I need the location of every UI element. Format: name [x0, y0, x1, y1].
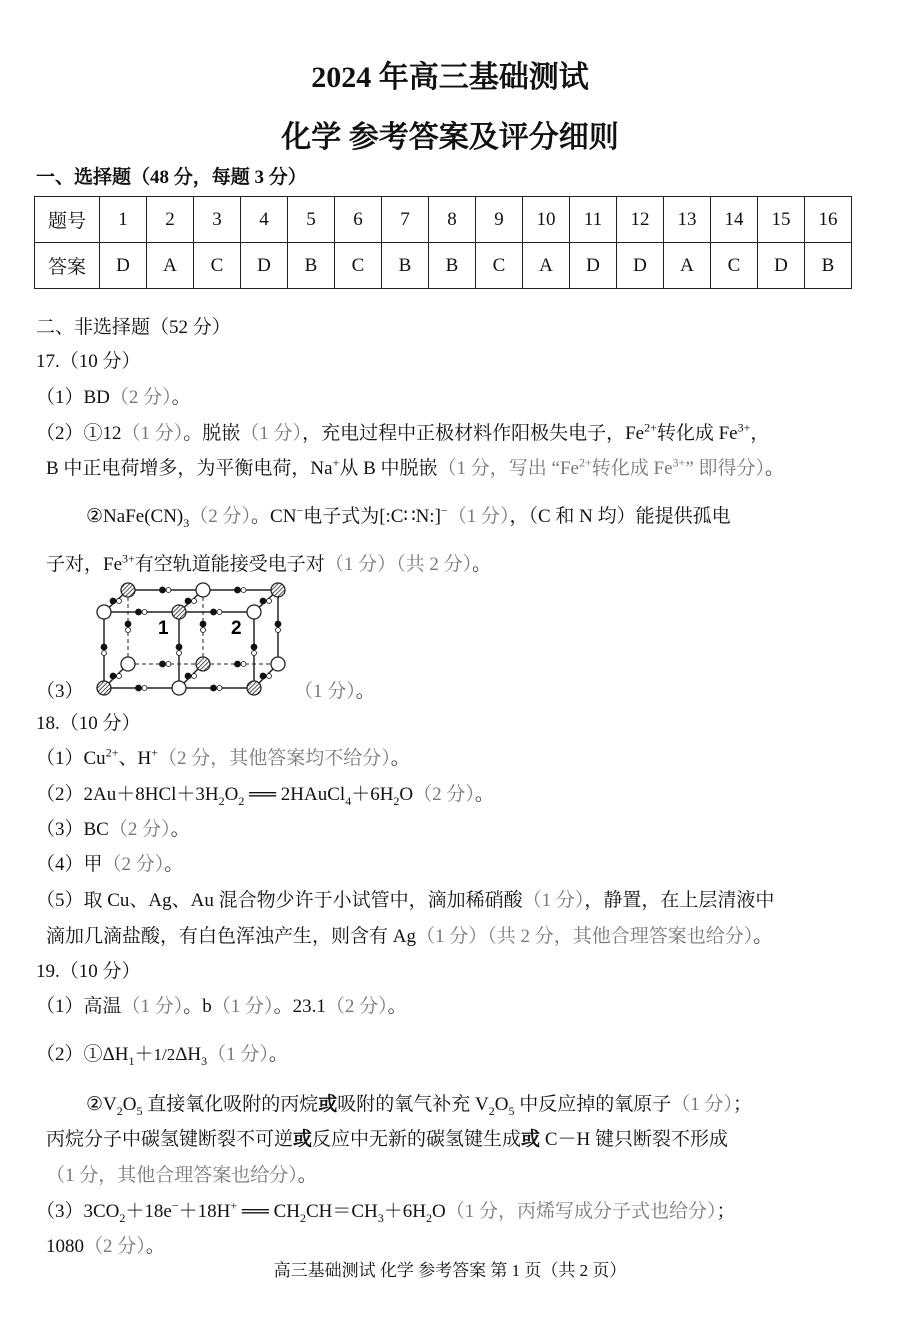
question-number: 10 [523, 197, 570, 243]
text-segment: （4）甲 [36, 854, 103, 875]
cn-ligand-dot [117, 599, 122, 604]
cn-ligand-dot [136, 609, 142, 615]
text-segment: 。 [387, 996, 407, 1017]
score-note: （1 分） [671, 1094, 734, 1115]
text-segment: 。 [297, 1165, 317, 1186]
answer-line [36, 995, 407, 1019]
text-segment: ； [733, 1094, 753, 1115]
text-segment: 电子式为[:C∷N:] [303, 506, 441, 527]
text-segment: 2 [238, 793, 245, 808]
text-segment: 1 [128, 1053, 135, 1068]
text-segment: ＋6H [383, 1201, 426, 1222]
score-note: （2 分） [102, 854, 165, 875]
answer-line [36, 1043, 288, 1067]
fe-atom-open [247, 605, 261, 619]
score-note: 转化成 Fe [591, 458, 673, 479]
figure-label-2: 2 [231, 618, 242, 639]
answer-line [36, 889, 774, 913]
text-segment: 1080 [46, 1236, 84, 1257]
score-note: （2 分） [108, 819, 171, 840]
score-note: ” 即得分） [685, 458, 765, 479]
text-segment: 二、非选择题（52 分） [36, 317, 231, 338]
question-number: 5 [288, 197, 335, 243]
cn-ligand-dot [267, 674, 272, 679]
answer-line [36, 422, 769, 446]
text-segment: 。 [170, 819, 190, 840]
crystal-structure-figure [90, 575, 300, 703]
text-segment: + [230, 1198, 238, 1213]
text-segment: 3+ [737, 420, 751, 435]
answer-cell: C [335, 243, 382, 289]
question-number: 15 [758, 197, 805, 243]
cn-ligand-dot [276, 628, 281, 633]
score-note: （1 分）（共 2 分，其他合理答案也给分） [415, 926, 754, 947]
cn-ligand-dot [211, 685, 217, 691]
question-number: 2 [147, 197, 194, 243]
answer-line [36, 818, 190, 842]
text-segment: 3 [183, 515, 190, 530]
text-segment: 。 [268, 1044, 288, 1065]
text-segment: 或 [521, 1129, 541, 1150]
text-segment: （2）①12 [36, 423, 122, 444]
answer-line [36, 386, 191, 410]
text-segment: 或 [318, 1094, 338, 1115]
text-segment: （1）BD [36, 387, 110, 408]
text-segment: 2 [393, 793, 400, 808]
text-segment: + [332, 455, 340, 470]
text-segment: + [151, 745, 158, 760]
answer-line [36, 960, 141, 984]
question-number: 9 [476, 197, 523, 243]
text-segment: （5）取 Cu、Ag、Au 混合物少许于小试管中，滴加稀硝酸 [36, 890, 523, 911]
score-note: 3+ [672, 455, 686, 470]
text-segment: O [494, 1094, 509, 1115]
text-segment: 3+ [122, 551, 135, 566]
score-note: （2 分） [84, 1236, 146, 1257]
text-segment: ， [750, 423, 770, 444]
score-note: （1 分，写出 “Fe [437, 458, 579, 479]
text-segment: 19.（10 分） [36, 961, 141, 982]
cn-ligand-dot [260, 673, 266, 679]
text-segment: 吸附的氧气补充 V [337, 1094, 489, 1115]
cn-ligand-dot [200, 621, 206, 627]
score-note: 2+ [578, 455, 592, 470]
answer-cell: C [194, 243, 241, 289]
text-segment: 2 [116, 1103, 123, 1118]
cn-ligand-dot [185, 598, 191, 604]
fe-atom-open [97, 605, 111, 619]
answer-line [294, 680, 375, 704]
answer-line [46, 457, 784, 481]
text-segment: ，充电过程中正极材料作阳极失电子，Fe [302, 423, 645, 444]
text-segment: O [224, 784, 239, 805]
text-segment: 17.（10 分） [36, 351, 141, 372]
score-note: （2 分） [189, 506, 252, 527]
cn-ligand-dot [267, 599, 272, 604]
cn-ligand-dot [125, 621, 131, 627]
fraction: 1/2 [153, 1045, 176, 1064]
answer-line [46, 1128, 728, 1152]
text-segment: ΔH [175, 1044, 202, 1065]
question-number: 11 [570, 197, 617, 243]
text-segment: 2 [119, 1210, 126, 1225]
text-segment: 。 [171, 387, 191, 408]
text-segment: （2）①ΔH [36, 1044, 129, 1065]
text-segment: 3 [201, 1053, 208, 1068]
text-segment: 18.（10 分） [36, 713, 141, 734]
answer-cell: A [523, 243, 570, 289]
text-segment: 2+ [105, 745, 119, 760]
cn-ligand-dot [177, 651, 182, 656]
cn-ligand-dot [110, 673, 116, 679]
score-note: （1 分） [207, 1044, 269, 1065]
section-heading: 一、选择题（48 分，每题 3 分） [36, 167, 307, 188]
score-note: （1 分） [447, 506, 510, 527]
text-segment: （3）BC [36, 819, 109, 840]
figure-label-1: 1 [158, 618, 169, 639]
answer-line [46, 1164, 317, 1188]
question-number: 14 [711, 197, 758, 243]
row-label: 答案 [35, 243, 100, 289]
cn-ligand-dot [217, 610, 222, 615]
cn-ligand-dot [252, 651, 257, 656]
answer-cell: C [711, 243, 758, 289]
text-segment: 。 [753, 926, 773, 947]
cn-ligand-dot [185, 673, 191, 679]
score-note: （1 分）（共 2 分） [324, 554, 473, 575]
text-segment: 。b [183, 996, 212, 1017]
text-segment: 直接氧化吸附的丙烷 [142, 1094, 319, 1115]
cn-ligand-dot [235, 661, 241, 667]
question-number: 1 [100, 197, 147, 243]
score-note: （1 分） [121, 423, 184, 444]
cn-ligand-dot [126, 628, 131, 633]
cn-ligand-dot [217, 686, 222, 691]
text-segment: 转化成 Fe [656, 423, 738, 444]
score-note: （1 分） [121, 996, 184, 1017]
question-number: 4 [241, 197, 288, 243]
text-segment: 。23.1 [273, 996, 326, 1017]
document-title: 2024 年高三基础测试 [311, 61, 589, 94]
text-segment: 。 [472, 554, 492, 575]
cn-ligand-dot [101, 644, 107, 650]
fe-atom-open [271, 657, 285, 671]
cn-ligand-dot [201, 628, 206, 633]
text-segment: 。 [390, 748, 410, 769]
cn-ligand-dot [260, 598, 266, 604]
text-segment: 从 B 中脱嵌 [339, 458, 438, 479]
text-segment: 。CN [251, 506, 297, 527]
text-segment: ══ CH [237, 1201, 300, 1222]
question-number: 3 [194, 197, 241, 243]
cn-ligand-dot [192, 674, 197, 679]
text-segment: 5 [136, 1103, 143, 1118]
text-segment: ； [716, 1201, 736, 1222]
answer-line [36, 350, 141, 374]
cn-ligand-dot [251, 644, 257, 650]
text-segment: 中反应掉的氧原子 [514, 1094, 672, 1115]
text-segment: 2+ [644, 420, 657, 435]
fe-atom-hatched [121, 583, 135, 597]
text-segment: ②NaFe(CN) [86, 506, 184, 527]
cn-ligand-dot [275, 621, 281, 627]
question-number: 13 [664, 197, 711, 243]
text-segment: ，静置，在上层清液中 [584, 890, 775, 911]
text-segment: 子对，Fe [46, 554, 123, 575]
text-segment: − [440, 503, 448, 518]
answer-line [36, 1200, 736, 1224]
cn-ligand-dot [160, 587, 166, 593]
cn-ligand-dot [142, 686, 147, 691]
answer-cell: D [617, 243, 664, 289]
text-segment: O [399, 784, 414, 805]
text-segment: 2 [218, 793, 225, 808]
score-note: （1 分） [522, 890, 585, 911]
text-segment: （1）Cu [36, 748, 106, 769]
text-segment: （3）3CO [36, 1201, 120, 1222]
text-segment: 2 [299, 1210, 306, 1225]
text-segment: 。脱嵌 [183, 423, 241, 444]
text-segment: − [171, 1198, 179, 1213]
text-segment: 5 [508, 1103, 515, 1118]
text-segment: ，（C 和 N 均）能提供孤电 [509, 506, 731, 527]
score-note: （2 分） [109, 387, 172, 408]
answer-line [46, 1235, 165, 1259]
text-segment: 。 [355, 681, 375, 702]
answer-cell: A [664, 243, 711, 289]
answer-cell: B [805, 243, 852, 289]
cn-ligand-dot [211, 609, 217, 615]
text-segment: ══ 2HAuCl [244, 784, 346, 805]
cn-ligand-dot [166, 662, 171, 667]
answer-line [36, 712, 141, 736]
fe-atom-hatched [97, 681, 111, 695]
text-segment: ＋18H [178, 1201, 231, 1222]
cn-ligand-dot [136, 685, 142, 691]
document-subtitle: 化学 参考答案及评分细则 [281, 121, 619, 154]
question-number: 6 [335, 197, 382, 243]
cn-ligand-dot [176, 644, 182, 650]
fe-atom-hatched [247, 681, 261, 695]
table-row-answers [35, 243, 852, 289]
cn-ligand-dot [241, 662, 246, 667]
fe-atom-open [121, 657, 135, 671]
score-note: （1 分） [294, 681, 356, 702]
question-number: 8 [429, 197, 476, 243]
question-number: 7 [382, 197, 429, 243]
fe-atom-hatched [196, 657, 210, 671]
text-segment: ＋18e [125, 1201, 172, 1222]
cn-ligand-dot [241, 588, 246, 593]
text-segment: ＋6H [351, 784, 394, 805]
table-row-numbers [35, 197, 852, 243]
page-footer: 高三基础测试 化学 参考答案 第 1 页（共 2 页） [273, 1261, 627, 1280]
answer-table [34, 196, 852, 289]
cn-ligand-dot [110, 598, 116, 604]
cn-ligand-dot [117, 674, 122, 679]
score-note: （1 分，丙烯写成分子式也给分） [445, 1201, 717, 1222]
question-number: 16 [805, 197, 852, 243]
text-segment: 或 [293, 1129, 313, 1150]
answer-cell: D [100, 243, 147, 289]
text-segment: 2 [426, 1210, 432, 1225]
text-segment: （1）高温 [36, 996, 122, 1017]
answer-cell: D [241, 243, 288, 289]
fe-atom-open [172, 681, 186, 695]
answer-line [36, 853, 183, 877]
answer-line [36, 316, 231, 340]
cn-ligand-dot [142, 610, 147, 615]
cn-ligand-dot [166, 588, 171, 593]
text-segment: ＋ [134, 1044, 154, 1065]
text-segment: 3 [377, 1210, 384, 1225]
answer-cell: B [382, 243, 429, 289]
text-segment: 。 [765, 458, 785, 479]
text-segment: 2 [488, 1103, 495, 1118]
score-note: （2 分） [413, 784, 475, 805]
text-segment: 滴加几滴盐酸，有白色浑浊产生，则含有 Ag [46, 926, 416, 947]
answer-line [86, 1093, 752, 1117]
text-segment: − [296, 503, 304, 518]
text-segment: 4 [345, 793, 352, 808]
score-note: （1 分） [211, 996, 274, 1017]
answer-cell: C [476, 243, 523, 289]
answer-line [46, 553, 491, 577]
text-segment: 。 [474, 784, 494, 805]
text-segment: O [122, 1094, 137, 1115]
answer-line [86, 505, 731, 529]
fe-atom-open [196, 583, 210, 597]
text-segment: B 中正电荷增多，为平衡电荷，Na [46, 458, 333, 479]
text-segment: O [432, 1201, 446, 1222]
cn-ligand-dot [192, 599, 197, 604]
text-segment: ②V [86, 1094, 117, 1115]
answer-line [46, 925, 772, 949]
score-note: （1 分） [240, 423, 303, 444]
answer-cell: B [288, 243, 335, 289]
row-label: 题号 [35, 197, 100, 243]
cn-ligand-dot [160, 661, 166, 667]
answer-line [36, 680, 84, 704]
answer-cell: D [758, 243, 805, 289]
text-segment: （2）2Au＋8HCl＋3H [36, 784, 219, 805]
text-segment: 反应中无新的碳氢键生成 [312, 1129, 522, 1150]
text-segment: 。 [164, 854, 184, 875]
text-segment: 、H [118, 748, 152, 769]
score-note: （2 分） [325, 996, 388, 1017]
cn-ligand-dot [235, 587, 241, 593]
text-segment: 。 [145, 1236, 165, 1257]
fe-atom-hatched [172, 605, 186, 619]
answer-line [36, 783, 494, 807]
score-note: （1 分，其他合理答案也给分） [46, 1165, 298, 1186]
text-segment: C－H 键只断裂不形成 [540, 1129, 728, 1150]
answer-cell: D [570, 243, 617, 289]
cn-ligand-dot [102, 651, 107, 656]
answer-line [36, 747, 410, 771]
fe-atom-hatched [271, 583, 285, 597]
score-note: （2 分，其他答案均不给分） [157, 748, 391, 769]
text-segment: 丙烷分子中碳氢键断裂不可逆 [46, 1129, 294, 1150]
text-segment: （3） [36, 681, 84, 702]
question-number: 12 [617, 197, 664, 243]
text-segment: CH＝CH [305, 1201, 378, 1222]
answer-cell: A [147, 243, 194, 289]
text-segment: 有空轨道能接受电子对 [134, 554, 325, 575]
answer-cell: B [429, 243, 476, 289]
